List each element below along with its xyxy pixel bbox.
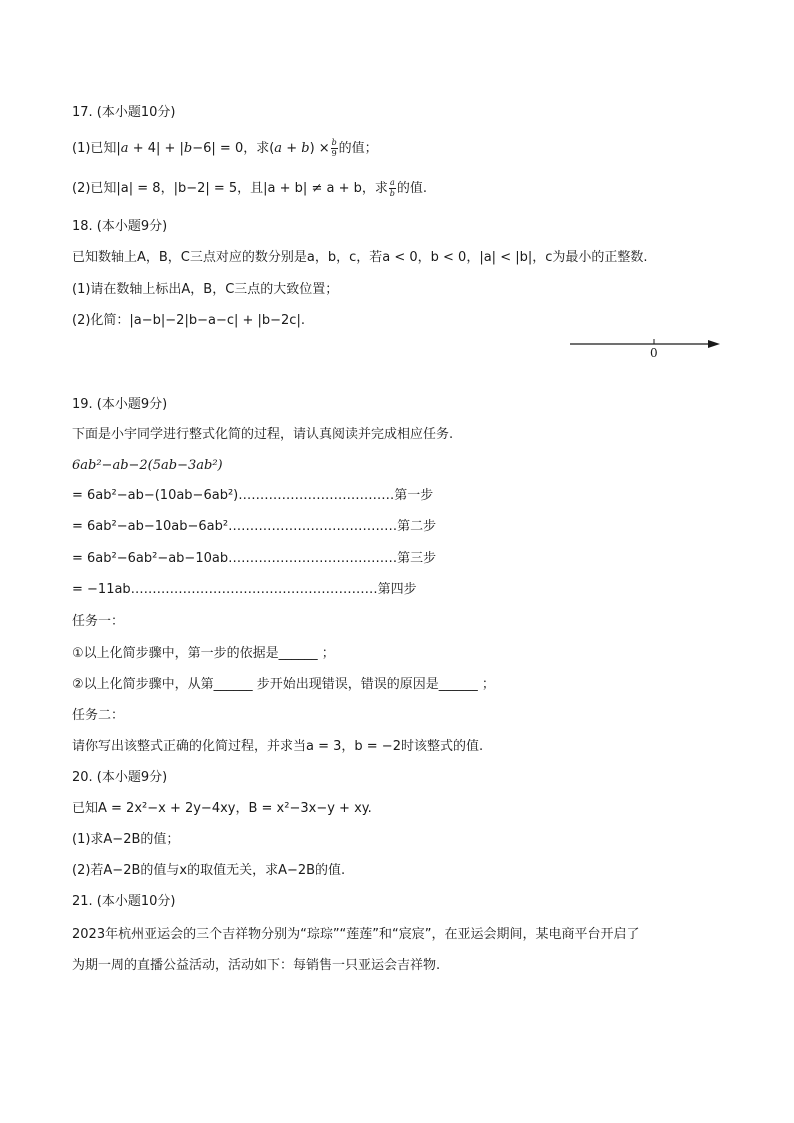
q18-statement: 已知数轴上A，B，C三点对应的数分别是a，b，c，若a < 0，b < 0，|a| < |b|，c为最小的正整数. bbox=[72, 250, 648, 265]
fraction-numerator: b bbox=[331, 138, 337, 147]
q17-p1-seg: 的值； bbox=[338, 141, 378, 156]
q18-part2: (2)化简：|a−b|−2|b−a−c| + |b−2c|. bbox=[72, 313, 305, 328]
q21-header: 21. (本小题10分) bbox=[72, 894, 176, 909]
var-a: a bbox=[274, 141, 283, 156]
q17-p1-seg: + bbox=[282, 141, 302, 156]
q19-task2-title: 任务二： bbox=[72, 708, 125, 723]
fraction-a-over-b bbox=[389, 179, 396, 198]
q17-p1-seg: −6| = 0，求( bbox=[192, 141, 275, 156]
fraction-denominator: b bbox=[389, 189, 395, 198]
q19-task1-q2: ②以上化简步骤中，从第______ 步开始出现错误，错误的原因是______ ； bbox=[72, 677, 495, 692]
q19-task2-question: 请你写出该整式正确的化简过程，并求当a = 3，b = −2时该整式的值. bbox=[72, 739, 484, 754]
q19-step2: = 6ab²−ab−10ab−6ab²…………………………………第二步 bbox=[72, 519, 437, 534]
q20-statement: 已知A = 2x²−x + 2y−4xy，B = x²−3x−y + xy. bbox=[72, 801, 372, 816]
q19-task1-q1: ①以上化简步骤中，第一步的依据是______ ； bbox=[72, 646, 335, 661]
number-line bbox=[568, 334, 728, 364]
fraction-numerator: a bbox=[389, 178, 395, 187]
q19-step4: = −11ab…………………………………………………第四步 bbox=[72, 582, 417, 597]
number-line-arrow-icon bbox=[708, 340, 720, 348]
q19-task1-title: 任务一： bbox=[72, 614, 125, 629]
q20-part2: (2)若A−2B的值与x的取值无关，求A−2B的值. bbox=[72, 863, 346, 878]
q20-part1: (1)求A−2B的值； bbox=[72, 832, 180, 847]
q17-p1-seg: (1)已知| bbox=[72, 141, 121, 156]
q17-p1-seg: + 4| + | bbox=[128, 141, 184, 156]
var-a: a bbox=[120, 141, 129, 156]
q21-line2: 为期一周的直播公益活动，活动如下：每销售一只亚运会吉祥物. bbox=[72, 958, 441, 973]
var-b: b bbox=[301, 141, 310, 156]
q19-header: 19. (本小题9分) bbox=[72, 397, 168, 412]
q19-expression: 6ab²−ab−2(5ab−3ab²) bbox=[72, 458, 223, 473]
q17-part2 bbox=[72, 179, 427, 198]
q20-header: 20. (本小题9分) bbox=[72, 770, 168, 785]
var-b: b bbox=[183, 141, 193, 156]
q18-part1: (1)请在数轴上标出A，B，C三点的大致位置； bbox=[72, 282, 339, 297]
number-line-svg bbox=[568, 334, 728, 364]
q17-header: 17. (本小题10分) bbox=[72, 105, 176, 120]
q19-step3: = 6ab²−6ab²−ab−10ab…………………………………第三步 bbox=[72, 551, 437, 566]
q17-p1-seg: ) × bbox=[309, 141, 330, 156]
q19-intro: 下面是小宇同学进行整式化简的过程，请认真阅读并完成相应任务. bbox=[72, 427, 454, 442]
q17-p2-end: 的值. bbox=[396, 181, 427, 196]
q17-p2-text: (2)已知|a| = 8，|b−2| = 5，且|a + b| ≠ a + b，求 bbox=[72, 181, 388, 196]
q18-header: 18. (本小题9分) bbox=[72, 219, 168, 234]
number-line-origin-label: 0 bbox=[650, 346, 658, 360]
q19-step1: = 6ab²−ab−(10ab−6ab²)………………………………第一步 bbox=[72, 488, 434, 503]
fraction-b-over-9 bbox=[331, 139, 338, 158]
fraction-denominator: 9 bbox=[331, 149, 337, 158]
q17-part1 bbox=[72, 139, 378, 158]
q21-line1: 2023年杭州亚运会的三个吉祥物分别为“琮琮”“莲莲”和“宸宸”，在亚运会期间，某电商平台开启了 bbox=[72, 927, 640, 942]
